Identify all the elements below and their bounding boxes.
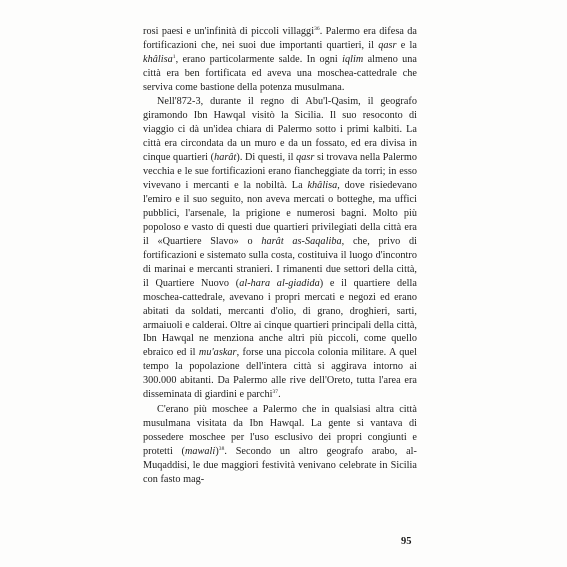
text-run: Nell'872-3, durante il regno di Abu'l-Qasim, il geografo giramondo Ibn Hawqal visitò la Sicilia. Il suo resoconto di viaggio ci dà un'idea chiara di Palermo sotto i primi kalbiti. La città era circondata da un muro e da un fossato, ed era divisa in cinque quartieri (	[143, 96, 417, 164]
paragraph	[143, 95, 417, 402]
text-run: , che, privo di fortificazioni e sistemato sulla costa, costituiva il luogo d'incontro di marinai e mercanti stranieri. I rimanenti due settori della città, il Quartiere Nuovo (	[143, 235, 418, 289]
footnote-ref: 36	[314, 26, 320, 32]
text-run: )	[215, 445, 219, 457]
italic-term: qasr	[378, 39, 397, 51]
text-run: ). Di questi, il	[236, 152, 297, 164]
text-run: , forse una piccola colonia militare. A quel tempo la popolazione dell'intera città si aggirava intorno ai 300.000 abitanti. Da Palermo alle rive dell'Oreto, tutta l'area era disseminata di giardini e parchi	[143, 347, 417, 401]
italic-term: qasr	[296, 152, 315, 164]
text-run: si trovava nella Palermo vecchia e le sue fortificazioni erano fiancheggiate da torri; in esso vivevano i mercanti e la nobiltà. La	[143, 152, 417, 191]
text-run: .	[278, 389, 281, 401]
footnote-ref: 1	[172, 53, 176, 60]
text-run: rosi paesi e un'infinità di piccoli villaggi	[143, 26, 315, 37]
text-run: . Palermo era difesa da fortificazioni che, nei suoi due importanti quartieri, il	[143, 26, 417, 51]
paragraph	[143, 25, 417, 95]
text-run: e la	[396, 39, 417, 51]
text-run: . Secondo un altro geografo arabo, al-Muqaddisi, le due maggiori festività venivano celebrate in Sicilia con fasto mag-	[143, 445, 417, 485]
italic-term: iqlim	[342, 53, 364, 65]
footnote-ref: 38	[218, 445, 225, 452]
text-run: , erano particolarmente salde. In ogni	[175, 53, 343, 65]
italic-term: khâlisa	[307, 179, 338, 191]
body-text	[143, 25, 417, 486]
text-run: ) e il quartiere della moschea-cattedrale, avevano i propri mercati e negozi ed erano abitati da soldati, mercanti d'olio, di grano, droghieri, sarti, armaiuoli e calderai. Oltre ai cinque quartieri principali della città, Ibn Hawqal ne menziona anche altri più piccoli, come quello ebraico ed il	[143, 277, 417, 359]
page-number: 95	[401, 536, 412, 547]
italic-term: mu'askar	[198, 347, 237, 359]
text-run: C'erano più moschee a Palermo che in qualsiasi altra città musulmana visitata da Ibn Hawqal. La gente si vantava di possedere moschee per l'uso esclusivo dei propri congiunti e protetti (	[143, 403, 417, 457]
text-run: , dove risiedevano l'emiro e il suo seguito, non aveva mercati o botteghe, ma uffici pubblici, l'arsenale, la prigione e numerosi bagni. Molto più popoloso e vasto di questi due quartieri privilegiati della città era il «Quartiere Slavo» o	[143, 179, 417, 247]
paragraph	[143, 403, 417, 487]
text-run: almeno una città era ben fortificata ed aveva una moschea-cattedrale che serviva come bastione della potenza musulmana.	[143, 53, 417, 93]
italic-term: harât as-Saqaliba	[261, 235, 342, 247]
italic-term: khâlisa	[143, 53, 173, 65]
italic-term: al-hara al-giadida	[239, 277, 320, 289]
footnote-ref: 37	[272, 389, 279, 396]
italic-term: mawali	[185, 445, 216, 457]
italic-term: harât	[214, 152, 237, 164]
